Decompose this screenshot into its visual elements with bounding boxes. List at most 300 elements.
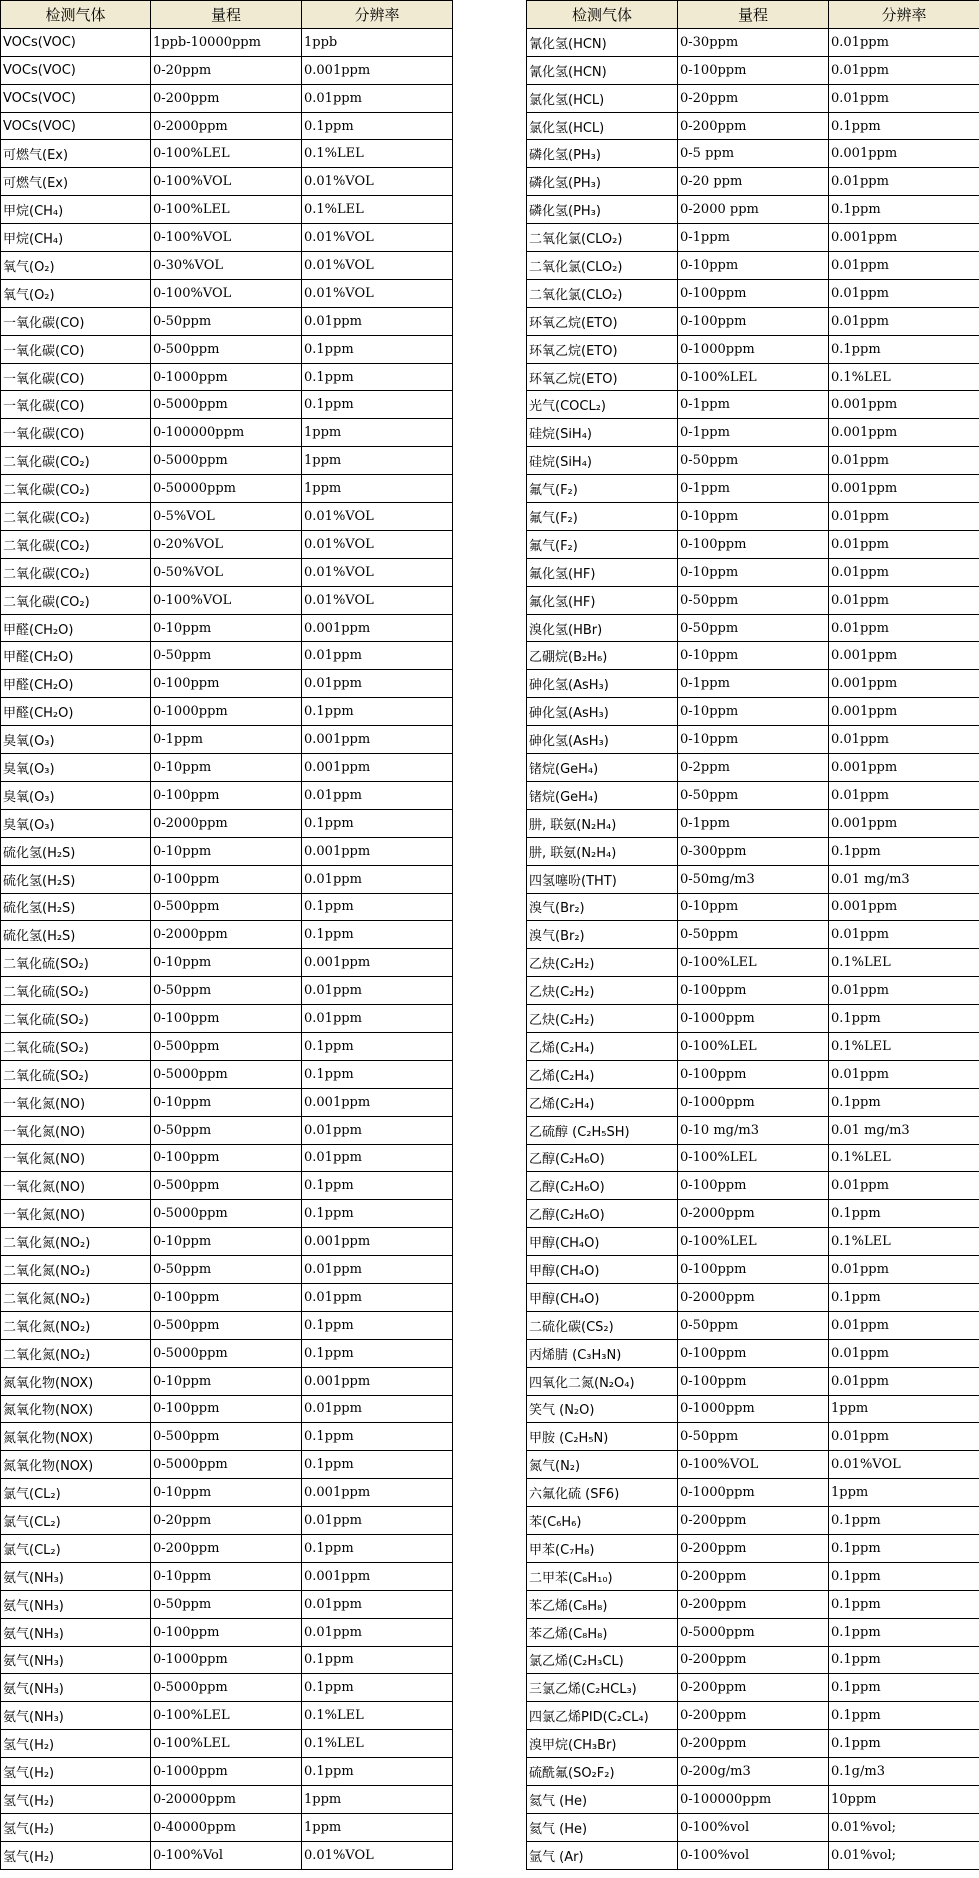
resolution-cell: 0.1%LEL (302, 140, 453, 168)
resolution-cell: 0.01 mg/m3 (829, 1116, 979, 1144)
gas-cell: 一氧化氮(NO) (1, 1200, 151, 1228)
table-row (1, 1144, 453, 1172)
resolution-cell: 0.1%LEL (829, 1228, 979, 1256)
gas-cell: 乙烯(C₂H₄) (527, 1032, 678, 1060)
table-row (1, 642, 453, 670)
table-row (1, 1618, 453, 1646)
range-cell: 0-50ppm (151, 977, 302, 1005)
table-row (527, 1813, 979, 1841)
gas-cell: 乙硫醇 (C₂H₅SH) (527, 1116, 678, 1144)
resolution-cell: 0.01ppm (829, 503, 979, 531)
resolution-cell: 0.1ppm (829, 1534, 979, 1562)
table-row (527, 335, 979, 363)
table-row (527, 698, 979, 726)
range-cell: 0-200ppm (678, 1507, 829, 1535)
gas-cell: 环氧乙烷(ETO) (527, 363, 678, 391)
gas-cell: 二氧化氯(CLO₂) (527, 279, 678, 307)
resolution-cell: 0.1ppm (829, 1702, 979, 1730)
resolution-cell: 0.001ppm (829, 670, 979, 698)
gas-cell: 二氧化氮(NO₂) (1, 1283, 151, 1311)
range-cell: 0-10ppm (151, 949, 302, 977)
table-row (1, 893, 453, 921)
table-row (1, 698, 453, 726)
resolution-cell: 0.001ppm (829, 391, 979, 419)
range-cell: 0-10ppm (678, 698, 829, 726)
range-cell: 0-50ppm (678, 586, 829, 614)
range-cell: 0-200ppm (678, 1646, 829, 1674)
gas-cell: 环氧乙烷(ETO) (527, 335, 678, 363)
range-cell: 0-2000ppm (151, 809, 302, 837)
table-row (1, 1451, 453, 1479)
resolution-cell: 0.01ppm (302, 1005, 453, 1033)
gas-cell: 氯气(CL₂) (1, 1534, 151, 1562)
resolution-cell: 0.01ppm (829, 530, 979, 558)
table-row (1, 1702, 453, 1730)
table-row (527, 475, 979, 503)
range-cell: 0-50ppm (678, 921, 829, 949)
range-cell: 0-200ppm (678, 1562, 829, 1590)
resolution-cell: 0.1g/m3 (829, 1758, 979, 1786)
table-row (1, 1060, 453, 1088)
resolution-cell: 0.01ppm (829, 726, 979, 754)
gas-cell: 氯化氢(HCL) (527, 84, 678, 112)
resolution-cell: 0.01ppm (829, 307, 979, 335)
gas-cell: 乙烯(C₂H₄) (527, 1060, 678, 1088)
resolution-cell: 0.01%VOL (829, 1451, 979, 1479)
range-cell: 0-50ppm (151, 1256, 302, 1284)
resolution-cell: 0.1%LEL (829, 363, 979, 391)
table-row (1, 1339, 453, 1367)
resolution-cell: 0.001ppm (302, 1479, 453, 1507)
gas-cell: 甲醛(CH₂O) (1, 698, 151, 726)
table-row (1, 475, 453, 503)
table-row (1, 726, 453, 754)
resolution-cell: 0.01%VOL (302, 279, 453, 307)
resolution-cell: 1ppm (302, 447, 453, 475)
range-cell: 0-500ppm (151, 1172, 302, 1200)
resolution-cell: 0.1ppm (302, 1339, 453, 1367)
gas-cell: 二氧化氯(CLO₂) (527, 224, 678, 252)
range-cell: 0-5000ppm (151, 391, 302, 419)
table-row (527, 1200, 979, 1228)
gas-cell: 臭氧(O₃) (1, 809, 151, 837)
gas-cell: 硫酰氟(SO₂F₂) (527, 1758, 678, 1786)
range-cell: 0-100ppm (151, 670, 302, 698)
range-cell: 0-500ppm (151, 1423, 302, 1451)
resolution-cell: 0.01ppm (829, 56, 979, 84)
gas-cell: 四氧化二氮(N₂O₄) (527, 1367, 678, 1395)
table-row (1, 447, 453, 475)
gas-cell: 肼, 联氨(N₂H₄) (527, 837, 678, 865)
table-row (1, 586, 453, 614)
header-gas: 检测气体 (527, 1, 678, 29)
gas-cell: 一氧化氮(NO) (1, 1116, 151, 1144)
resolution-cell: 0.1ppm (829, 1507, 979, 1535)
resolution-cell: 0.1ppm (302, 335, 453, 363)
gas-cell: 甲醛(CH₂O) (1, 670, 151, 698)
resolution-cell: 0.01ppm (829, 921, 979, 949)
gas-cell: 氨气(NH₃) (1, 1562, 151, 1590)
table-row (527, 558, 979, 586)
range-cell: 0-10ppm (151, 614, 302, 642)
resolution-cell: 0.01ppm (302, 1116, 453, 1144)
table-row (527, 168, 979, 196)
table-row (1, 977, 453, 1005)
gas-cell: 二氧化碳(CO₂) (1, 530, 151, 558)
table-row (1, 1228, 453, 1256)
resolution-cell: 0.1ppm (302, 1311, 453, 1339)
range-cell: 0-100%VOL (151, 224, 302, 252)
table-row (1, 1116, 453, 1144)
resolution-cell: 0.1ppm (829, 1646, 979, 1674)
resolution-cell: 0.01ppm (829, 28, 979, 56)
header-range: 量程 (678, 1, 829, 29)
gas-cell: 一氧化氮(NO) (1, 1144, 151, 1172)
gas-cell: 六氟化硫 (SF6) (527, 1479, 678, 1507)
range-cell: 0-2ppm (678, 754, 829, 782)
table-row (1, 781, 453, 809)
table-row (1, 1367, 453, 1395)
resolution-cell: 0.1ppm (829, 112, 979, 140)
range-cell: 0-20ppm (151, 56, 302, 84)
table-row (527, 1339, 979, 1367)
range-cell: 0-100ppm (151, 1618, 302, 1646)
table-row (527, 1590, 979, 1618)
resolution-cell: 0.01%VOL (302, 558, 453, 586)
resolution-cell: 0.01%VOL (302, 503, 453, 531)
resolution-cell: 0.1ppm (302, 921, 453, 949)
resolution-cell: 0.1ppm (302, 1534, 453, 1562)
range-cell: 0-100%LEL (678, 1144, 829, 1172)
range-cell: 0-100ppm (678, 279, 829, 307)
range-cell: 0-10 mg/m3 (678, 1116, 829, 1144)
gas-cell: 氨气(NH₃) (1, 1646, 151, 1674)
resolution-cell: 0.01ppm (302, 642, 453, 670)
resolution-cell: 0.01ppm (302, 865, 453, 893)
gas-cell: 氮气(N₂) (527, 1451, 678, 1479)
header-resolution: 分辨率 (829, 1, 979, 29)
gas-cell: 溴甲烷(CH₃Br) (527, 1730, 678, 1758)
table-row (1, 1395, 453, 1423)
header-gas: 检测气体 (1, 1, 151, 29)
table-row (1, 84, 453, 112)
table-row (1, 140, 453, 168)
resolution-cell: 0.01%VOL (302, 168, 453, 196)
table-row (527, 670, 979, 698)
resolution-cell: 0.1%LEL (829, 949, 979, 977)
table-row (527, 1367, 979, 1395)
gas-cell: 四氯乙烯PID(C₂CL₄) (527, 1702, 678, 1730)
range-cell: 0-200ppm (151, 1534, 302, 1562)
gas-cell: 氧气(O₂) (1, 252, 151, 280)
resolution-cell: 0.001ppm (302, 754, 453, 782)
range-cell: 0-200ppm (678, 112, 829, 140)
resolution-cell: 0.1ppm (829, 1674, 979, 1702)
gas-cell: 光气(COCL₂) (527, 391, 678, 419)
range-cell: 1ppb-10000ppm (151, 28, 302, 56)
resolution-cell: 0.1ppm (302, 893, 453, 921)
table-row (527, 1562, 979, 1590)
resolution-cell: 0.1ppm (829, 1618, 979, 1646)
table-row (1, 196, 453, 224)
table-row (527, 1479, 979, 1507)
resolution-cell: 0.01ppm (829, 586, 979, 614)
resolution-cell: 0.1ppm (302, 698, 453, 726)
gas-cell: 肼, 联氨(N₂H₄) (527, 809, 678, 837)
range-cell: 0-200ppm (678, 1674, 829, 1702)
table-row (527, 1646, 979, 1674)
range-cell: 0-10ppm (151, 1479, 302, 1507)
gas-cell: 苯(C₆H₆) (527, 1507, 678, 1535)
resolution-cell: 0.1ppm (302, 1674, 453, 1702)
range-cell: 0-1000ppm (151, 1646, 302, 1674)
range-cell: 0-20ppm (678, 84, 829, 112)
resolution-cell: 0.01ppm (829, 168, 979, 196)
range-cell: 0-50ppm (678, 447, 829, 475)
resolution-cell: 0.01%VOL (302, 224, 453, 252)
range-cell: 0-100ppm (151, 1005, 302, 1033)
header-range: 量程 (151, 1, 302, 29)
gas-cell: 氢气(H₂) (1, 1841, 151, 1869)
gas-cell: 一氧化碳(CO) (1, 363, 151, 391)
resolution-cell: 0.001ppm (302, 1367, 453, 1395)
range-cell: 0-200ppm (678, 1730, 829, 1758)
gas-cell: 砷化氢(AsH₃) (527, 670, 678, 698)
table-row (527, 1005, 979, 1033)
gas-cell: 一氧化氮(NO) (1, 1088, 151, 1116)
range-cell: 0-200ppm (678, 1702, 829, 1730)
header-resolution: 分辨率 (302, 1, 453, 29)
table-row (1, 1200, 453, 1228)
range-cell: 0-100ppm (151, 1144, 302, 1172)
gas-cell: 硅烷(SiH₄) (527, 419, 678, 447)
table-row (1, 1730, 453, 1758)
resolution-cell: 0.01ppm (302, 977, 453, 1005)
table-row (1, 503, 453, 531)
range-cell: 0-50ppm (151, 1116, 302, 1144)
gas-cell: 甲醛(CH₂O) (1, 642, 151, 670)
range-cell: 0-1ppm (678, 670, 829, 698)
resolution-cell: 0.001ppm (829, 642, 979, 670)
gas-cell: 二氧化硫(SO₂) (1, 1005, 151, 1033)
range-cell: 0-5000ppm (678, 1618, 829, 1646)
range-cell: 0-100%VOL (151, 586, 302, 614)
range-cell: 0-20ppm (151, 1507, 302, 1535)
range-cell: 0-1000ppm (151, 1758, 302, 1786)
table-row (527, 447, 979, 475)
gas-cell: 氨气(NH₃) (1, 1618, 151, 1646)
gas-cell: 一氧化碳(CO) (1, 419, 151, 447)
table-row (527, 1116, 979, 1144)
gas-cell: 磷化氢(PH₃) (527, 196, 678, 224)
table-row (527, 196, 979, 224)
resolution-cell: 0.001ppm (829, 419, 979, 447)
gas-cell: 二氧化碳(CO₂) (1, 475, 151, 503)
range-cell: 0-100%VOL (151, 279, 302, 307)
range-cell: 0-50ppm (678, 1311, 829, 1339)
resolution-cell: 0.01ppm (829, 1172, 979, 1200)
gas-cell: 磷化氢(PH₃) (527, 140, 678, 168)
range-cell: 0-100ppm (678, 56, 829, 84)
resolution-cell: 0.1ppm (302, 391, 453, 419)
gas-cell: 二氧化硫(SO₂) (1, 1032, 151, 1060)
table-row (1, 1005, 453, 1033)
table-row (527, 1088, 979, 1116)
range-cell: 0-5000ppm (151, 1339, 302, 1367)
table-row (527, 977, 979, 1005)
gas-cell: 乙炔(C₂H₂) (527, 977, 678, 1005)
table-row (1, 865, 453, 893)
gas-cell: 溴气(Br₂) (527, 893, 678, 921)
header-row (1, 1, 453, 29)
range-cell: 0-100%LEL (678, 1228, 829, 1256)
gas-cell: 氟化氢(HF) (527, 558, 678, 586)
gas-cell: 二氧化碳(CO₂) (1, 447, 151, 475)
range-cell: 0-100%VOL (678, 1451, 829, 1479)
gas-cell: 甲烷(CH₄) (1, 196, 151, 224)
range-cell: 0-20000ppm (151, 1786, 302, 1814)
gas-cell: 氟化氢(HF) (527, 586, 678, 614)
table-row (1, 1841, 453, 1869)
table-row (1, 279, 453, 307)
gas-cell: 甲醇(CH₄O) (527, 1283, 678, 1311)
range-cell: 0-50000ppm (151, 475, 302, 503)
resolution-cell: 0.01%VOL (302, 586, 453, 614)
table-row (1, 530, 453, 558)
table-row (527, 1060, 979, 1088)
resolution-cell: 0.1ppm (302, 809, 453, 837)
table-row (1, 670, 453, 698)
gas-cell: 乙炔(C₂H₂) (527, 949, 678, 977)
gas-cell: 乙炔(C₂H₂) (527, 1005, 678, 1033)
table-row (1, 1479, 453, 1507)
resolution-cell: 0.001ppm (302, 726, 453, 754)
resolution-cell: 1ppm (302, 1813, 453, 1841)
table-row (1, 1813, 453, 1841)
table-row (527, 391, 979, 419)
gas-cell: 二氧化氮(NO₂) (1, 1311, 151, 1339)
gas-cell: VOCs(VOC) (1, 112, 151, 140)
resolution-cell: 0.1%LEL (829, 1032, 979, 1060)
table-row (1, 921, 453, 949)
gas-cell: 氯气(CL₂) (1, 1507, 151, 1535)
table-row (527, 279, 979, 307)
gas-cell: 苯乙烯(C₈H₈) (527, 1618, 678, 1646)
range-cell: 0-40000ppm (151, 1813, 302, 1841)
resolution-cell: 0.01ppm (829, 1060, 979, 1088)
gas-cell: 氢气(H₂) (1, 1813, 151, 1841)
table-row (527, 949, 979, 977)
table-row (1, 28, 453, 56)
table-row (1, 614, 453, 642)
table-row (1, 419, 453, 447)
resolution-cell: 0.01ppm (829, 447, 979, 475)
range-cell: 0-10ppm (151, 1228, 302, 1256)
table-row (527, 28, 979, 56)
table-row (1, 252, 453, 280)
gas-spec-table-right (526, 0, 979, 1870)
table-row (527, 363, 979, 391)
range-cell: 0-100ppm (678, 1060, 829, 1088)
resolution-cell: 0.001ppm (302, 1228, 453, 1256)
resolution-cell: 0.1ppm (829, 1590, 979, 1618)
gas-cell: 硫化氢(H₂S) (1, 865, 151, 893)
gas-cell: 乙硼烷(B₂H₆) (527, 642, 678, 670)
table-row (1, 1562, 453, 1590)
range-cell: 0-100ppm (151, 781, 302, 809)
range-cell: 0-50%VOL (151, 558, 302, 586)
range-cell: 0-10ppm (678, 893, 829, 921)
gas-cell: 一氧化碳(CO) (1, 335, 151, 363)
range-cell: 0-10ppm (678, 558, 829, 586)
table-row (527, 1256, 979, 1284)
range-cell: 0-1000ppm (678, 335, 829, 363)
gas-cell: 氯乙烯(C₂H₃CL) (527, 1646, 678, 1674)
resolution-cell: 0.1ppm (302, 1032, 453, 1060)
table-row (527, 809, 979, 837)
gas-cell: 氩气 (Ar) (527, 1841, 678, 1869)
resolution-cell: 0.01ppm (829, 558, 979, 586)
gas-cell: 乙醇(C₂H₆O) (527, 1144, 678, 1172)
gas-cell: 甲苯(C₇H₈) (527, 1534, 678, 1562)
table-row (527, 614, 979, 642)
range-cell: 0-30ppm (678, 28, 829, 56)
range-cell: 0-50ppm (678, 781, 829, 809)
gas-cell: 臭氧(O₃) (1, 754, 151, 782)
range-cell: 0-2000ppm (151, 112, 302, 140)
gas-cell: 一氧化碳(CO) (1, 307, 151, 335)
resolution-cell: 0.1ppm (302, 1758, 453, 1786)
table-row (1, 1311, 453, 1339)
gas-cell: 锗烷(GeH₄) (527, 754, 678, 782)
range-cell: 0-5000ppm (151, 447, 302, 475)
resolution-cell: 0.01ppm (829, 1367, 979, 1395)
table-row (527, 1618, 979, 1646)
resolution-cell: 10ppm (829, 1786, 979, 1814)
table-row (527, 1730, 979, 1758)
range-cell: 0-2000 ppm (678, 196, 829, 224)
gas-cell: 磷化氢(PH₃) (527, 168, 678, 196)
resolution-cell: 0.001ppm (302, 1088, 453, 1116)
range-cell: 0-100ppm (678, 307, 829, 335)
table-row (1, 949, 453, 977)
table-row (527, 1758, 979, 1786)
range-cell: 0-100%VOL (151, 168, 302, 196)
resolution-cell: 0.01ppm (302, 1283, 453, 1311)
gas-cell: 二硫化碳(CS₂) (527, 1311, 678, 1339)
table-row (527, 726, 979, 754)
gas-cell: 氢气(H₂) (1, 1730, 151, 1758)
table-row (527, 893, 979, 921)
table-row (527, 1144, 979, 1172)
range-cell: 0-100000ppm (151, 419, 302, 447)
resolution-cell: 0.01%vol; (829, 1813, 979, 1841)
table-row (1, 1646, 453, 1674)
range-cell: 0-10ppm (151, 837, 302, 865)
gas-cell: 甲醇(CH₄O) (527, 1256, 678, 1284)
gas-cell: 苯乙烯(C₈H₈) (527, 1590, 678, 1618)
table-row (1, 307, 453, 335)
gas-cell: 环氧乙烷(ETO) (527, 307, 678, 335)
gas-cell: 硫化氢(H₂S) (1, 893, 151, 921)
gas-cell: 氟气(F₂) (527, 503, 678, 531)
gas-cell: 甲胺 (C₂H₅N) (527, 1423, 678, 1451)
resolution-cell: 0.1%LEL (302, 1730, 453, 1758)
range-cell: 0-100ppm (678, 1367, 829, 1395)
range-cell: 0-100ppm (151, 865, 302, 893)
range-cell: 0-5000ppm (151, 1200, 302, 1228)
range-cell: 0-1000ppm (151, 698, 302, 726)
